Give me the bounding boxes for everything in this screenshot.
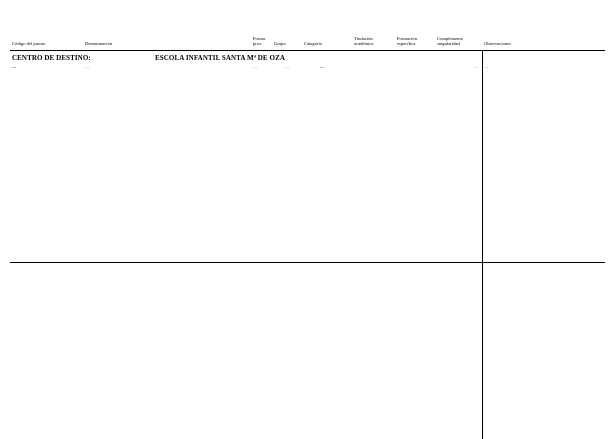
section-label: CENTRO DE DESTINO:	[12, 54, 91, 62]
header-categoria: Categoría	[304, 41, 322, 46]
header-rule	[10, 50, 605, 51]
cell-grupo: …	[285, 64, 290, 69]
cell-observaciones: …	[484, 64, 489, 69]
cell-forma-prov: …	[253, 64, 258, 69]
header-grupo: Grupo	[274, 41, 286, 46]
cell-codigo: …	[12, 64, 17, 69]
header-observaciones: Observaciones	[484, 41, 512, 46]
cell-categoria: …	[319, 64, 325, 69]
section-title	[12, 54, 285, 62]
header-formacion: Formación específica	[397, 36, 417, 46]
header-denominacion: Denominación	[85, 41, 113, 46]
header-codigo: Código del puesto	[12, 41, 46, 46]
header-titulacion: Titulación académica	[354, 36, 374, 46]
observations-border	[482, 50, 483, 439]
cell-denominacion: …	[85, 64, 90, 69]
header-complemento: Complemento singularidad	[437, 36, 464, 46]
cell-complemento: …	[473, 64, 478, 69]
section-divider	[10, 262, 605, 263]
header-forma-prov: Forma prov.	[253, 36, 265, 46]
section-center-name: ESCOLA INFANTIL SANTA Mª DE OZA	[155, 54, 285, 62]
